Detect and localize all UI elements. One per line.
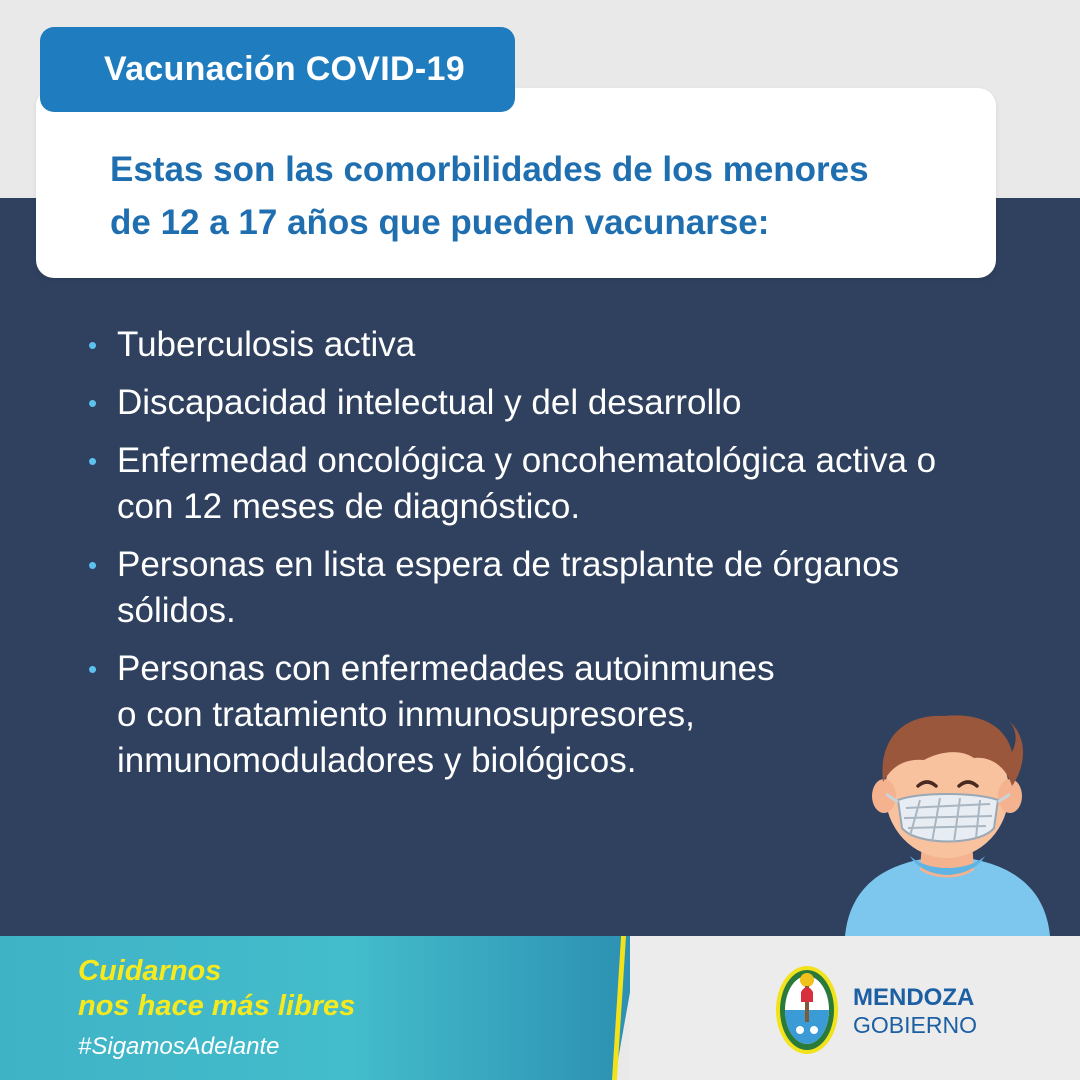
list-item-line: Personas con enfermedades autoinmunes xyxy=(117,649,775,688)
mendoza-coat-of-arms-icon xyxy=(772,958,842,1058)
list-item-line: inmunomoduladores y biológicos. xyxy=(117,741,637,780)
list-item-line: Personas en lista espera de trasplante de órganos xyxy=(117,545,900,584)
list-item xyxy=(88,438,1018,530)
headline xyxy=(110,143,970,249)
brand-name: MENDOZA xyxy=(853,984,975,1011)
list-item-line: Discapacidad intelectual y del desarrollo xyxy=(117,383,742,422)
list-item-line: Enfermedad oncológica y oncohematológica activa o xyxy=(117,441,937,480)
headline-line-1: Estas son las comorbilidades de los menores xyxy=(110,150,869,189)
list-item-line: con 12 meses de diagnóstico. xyxy=(117,487,581,526)
bullet-icon: • xyxy=(88,654,98,684)
brand-subtitle: GOBIERNO xyxy=(853,1012,977,1038)
bullet-icon: • xyxy=(88,446,98,476)
bullet-icon: • xyxy=(88,550,98,580)
bullet-icon: • xyxy=(88,388,98,418)
hashtag: #SigamosAdelante xyxy=(78,1033,280,1060)
slogan-line-2: nos hace más libres xyxy=(78,990,356,1022)
topic-tag: Vacunación COVID-19 xyxy=(40,27,515,112)
masked-boy-illustration xyxy=(840,700,1055,936)
list-item xyxy=(88,322,1018,368)
list-item-line: o con tratamiento inmunosupresores, xyxy=(117,695,695,734)
slogan-line-1: Cuidarnos xyxy=(78,955,222,987)
bullet-icon: • xyxy=(88,330,98,360)
list-item-line: Tuberculosis activa xyxy=(117,325,416,364)
list-item-line: sólidos. xyxy=(117,591,236,630)
list-item xyxy=(88,542,1018,634)
headline-line-2: de 12 a 17 años que pueden vacunarse: xyxy=(110,203,770,242)
list-item xyxy=(88,380,1018,426)
